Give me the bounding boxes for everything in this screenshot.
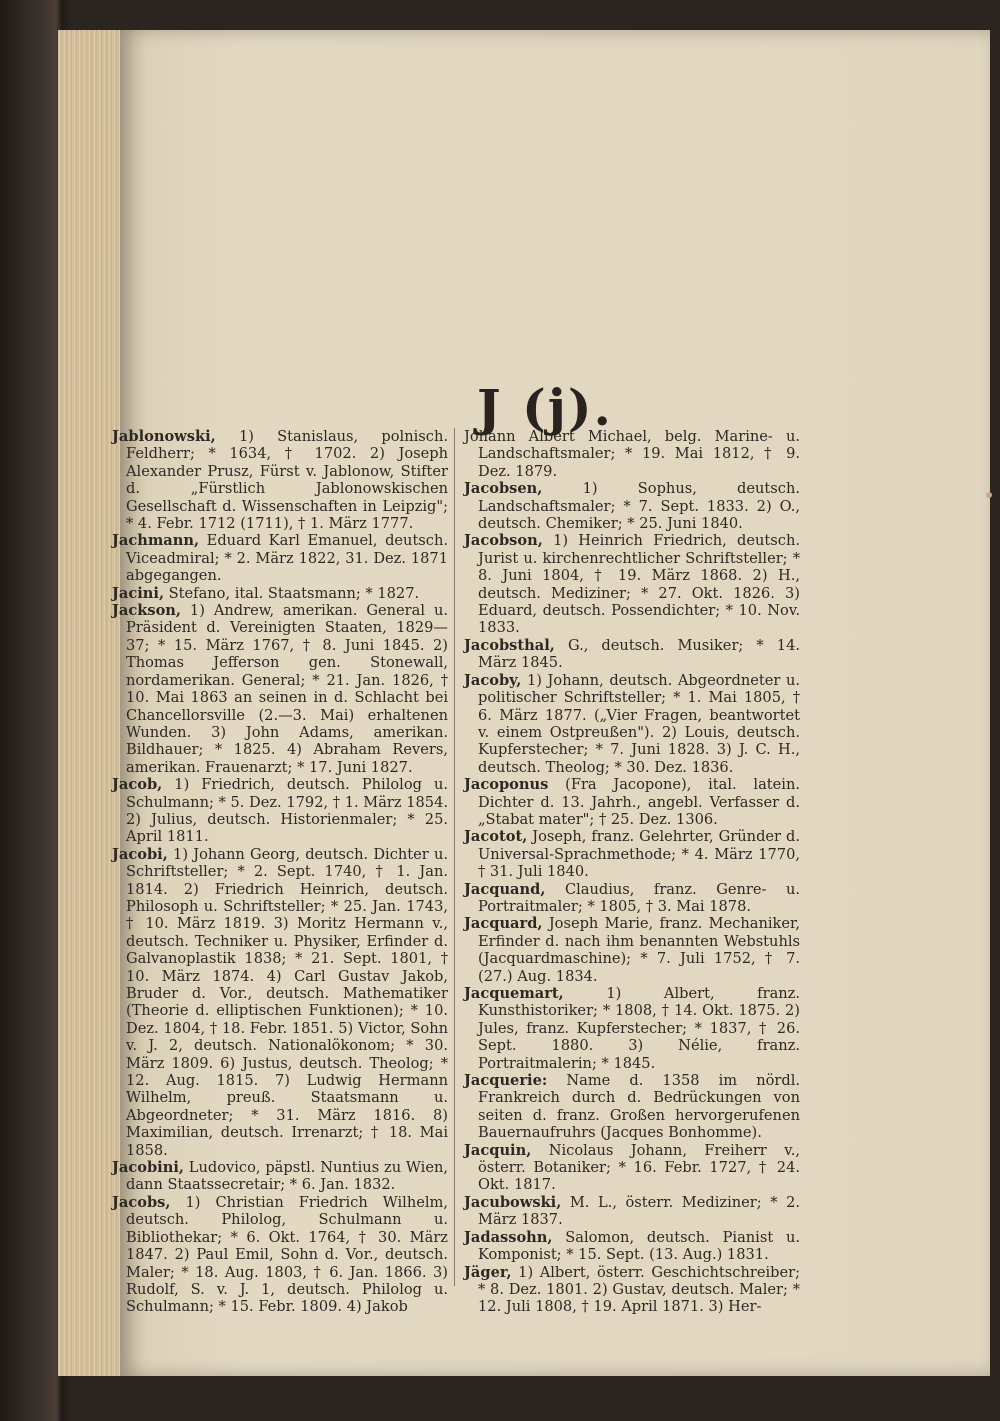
entry-headword: Jacquemart, xyxy=(464,985,564,1002)
entry-headword: Jacob, xyxy=(112,776,163,794)
dictionary-entry xyxy=(464,828,800,880)
entry-text: Ludovico, päpstl. Nuntius zu Wien, dann Staatssecretair; * 6. Jan. 1832. xyxy=(126,1159,448,1194)
dictionary-entry xyxy=(464,480,800,532)
entry-headword: Jacobson, xyxy=(464,532,543,550)
entry-headword: Jachmann, xyxy=(112,532,200,550)
column-divider xyxy=(454,428,455,1286)
entry-text: Eduard Karl Emanuel, deutsch. Viceadmiral; * 2. März 1822, 31. Dez. 1871 abgegangen. xyxy=(126,532,449,585)
entry-headword: Jacotot, xyxy=(464,828,528,846)
entry-headword: Jablonowski, xyxy=(112,428,216,445)
dictionary-entry xyxy=(464,1072,800,1142)
entry-headword: Jacubowski, xyxy=(464,1193,562,1211)
entry-text: Claudius, franz. Genre- u. Portraitmaler; * 1805, † 3. Mai 1878. xyxy=(478,880,801,915)
entry-headword: Jacini, xyxy=(112,584,165,602)
entry-headword: Jacobsen, xyxy=(464,480,543,498)
entry-headword: Jacobs, xyxy=(112,1193,171,1211)
dictionary-entry xyxy=(112,1159,448,1194)
entry-text: Name d. 1358 im nördl. Frankreich durch d. Bedrückungen von seiten d. franz. Großen hervorgerufenen Bauernaufruhrs (Jacques Bonhomme). xyxy=(478,1072,801,1142)
dictionary-entry xyxy=(112,1194,448,1316)
entry-text: 1) Albert, franz. Kunsthistoriker; * 1808, † 14. Okt. 1875. 2) Jules, franz. Kupferstecher; * 1837, † 26. Sept. 1880. 3) Nélie, franz. Portraitmalerin; * 1845. xyxy=(478,985,800,1072)
entry-headword: Jacquard, xyxy=(464,915,543,933)
entry-text: 1) Johann Georg, deutsch. Dichter u. Schriftsteller; * 2. Sept. 1740, † 1. Jan. 1814. 2) Friedrich Heinrich, deutsch. Philosoph u. Schriftsteller; * 25. Jan. 1743, † 10. März 1819. 3) Moritz Hermann v., deutsch. Techniker u. Physiker, Erfinder d. Galvanoplastik 1838; * 21. Sept. 1801, † 10. März 1874. 4) Carl Gustav Jakob, Bruder d. Vor., deutsch. Mathematiker (Theorie d. elliptischen Funktionen); * 10. Dez. 1804, † 18. Febr. 1851. 5) Victor, Sohn v. J. 2, deutsch. Nationalökonom; * 30. März 1809. 6) Justus, deutsch. Theolog; * 12. Aug. 1815. 7) Ludwig Hermann Wilhelm, preuß. Staatsmann u. Abgeordneter; * 31. März 1816. 8) Maximilian, deutsch. Irrenarzt; † 18. Mai 1858. xyxy=(126,845,449,1159)
dictionary-entry xyxy=(112,776,448,846)
entry-text: M. L., österr. Mediziner; * 2. März 1837. xyxy=(478,1193,800,1229)
dictionary-entry xyxy=(464,1229,800,1264)
entry-text: Johann Albert Michael, belg. Marine- u. Landschaftsmaler; * 19. Mai 1812, † 9. Dez. 1879. xyxy=(464,428,800,480)
entry-headword: Jacobi, xyxy=(112,845,168,863)
entry-headword: Jacoponus xyxy=(464,776,549,794)
entry-headword: Jacquin, xyxy=(464,1141,532,1159)
dictionary-entry xyxy=(464,672,800,776)
dictionary-entry xyxy=(112,602,448,776)
entry-text: Joseph, franz. Gelehrter, Gründer d. Universal-Sprachmethode; * 4. März 1770, † 31. Juli 1840. xyxy=(478,828,800,881)
entry-text: 1) Christian Friedrich Wilhelm, deutsch. Philolog, Schulmann u. Bibliothekar; * 6. Okt. 1764, † 30. März 1847. 2) Paul Emil, Sohn d. Vor., deutsch. Maler; * 18. Aug. 1803, † 6. Jan. 1866. 3) Rudolf, S. v. J. 1, deutsch. Philolog u. Schulmann; * 15. Febr. 1809. 4) Jakob xyxy=(126,1193,448,1316)
dictionary-entry xyxy=(112,428,448,532)
entry-headword: Jacoby, xyxy=(464,671,522,689)
paper-spot xyxy=(986,492,992,498)
entry-text: Salomon, deutsch. Pianist u. Komponist; * 15. Sept. (13. Aug.) 1831. xyxy=(478,1228,800,1264)
entry-text: Joseph Marie, franz. Mechaniker, Erfinder d. nach ihm benannten Webstuhls (Jacquardmaschine); * 7. Juli 1752, † 7. (27.) Aug. 1834. xyxy=(478,915,801,985)
entry-text: 1) Sophus, deutsch. Landschaftsmaler; * 7. Sept. 1833. 2) O., deutsch. Chemiker; * 25. Juni 1840. xyxy=(478,480,800,533)
entry-headword: Jackson, xyxy=(112,602,181,620)
dictionary-entry xyxy=(464,985,800,1072)
entry-text: Stefano, ital. Staatsmann; * 1827. xyxy=(168,584,420,602)
dictionary-entry xyxy=(464,915,800,985)
dictionary-entry xyxy=(464,532,800,636)
dictionary-entry xyxy=(464,1142,800,1194)
dictionary-entry xyxy=(464,776,800,828)
entry-text: 1) Stanislaus, polnisch. Feldherr; * 1634, † 1702. 2) Joseph Alexander Prusz, Fürst v. Jablonow, Stifter d. „Fürstlich Jablonowskischen Gesellschaft d. Wissenschaften in Leipzig"; * 4. Febr. 1712 (1711), † 1. März 1777. xyxy=(126,428,448,533)
dictionary-entry xyxy=(464,428,800,480)
entry-text: 1) Albert, österr. Geschichtschreiber; * 8. Dez. 1801. 2) Gustav, deutsch. Maler; * 12. Juli 1808, † 19. April 1871. 3) Her- xyxy=(478,1263,801,1316)
dictionary-entry xyxy=(112,846,448,1159)
section-heading: J (j). xyxy=(477,378,613,437)
entry-headword: Jacquand, xyxy=(464,880,546,898)
entry-headword: Jacobini, xyxy=(112,1159,184,1177)
entry-headword: Jacobsthal, xyxy=(464,636,555,654)
entry-headword: Jadassohn, xyxy=(464,1228,553,1246)
dictionary-entry xyxy=(112,585,448,602)
entry-text: 1) Andrew, amerikan. General u. Präsident d. Vereinigten Staaten, 1829—37; * 15. März 1767, † 8. Juni 1845. 2) Thomas Jefferson gen. Stonewall, nordamerikan. General; * 21. Jan. 1826, † 10. Mai 1863 an seinen in d. Schlacht bei Chancellorsville (2.—3. Mai) erhaltenen Wunden. 3) John Adams, amerikan. Bildhauer; * 1825. 4) Abraham Revers, amerikan. Frauenarzt; * 17. Juni 1827. xyxy=(126,602,448,776)
entry-text: 1) Friedrich, deutsch. Philolog u. Schulmann; * 5. Dez. 1792, † 1. März 1854. 2) Julius, deutsch. Historienmaler; * 25. April 1811. xyxy=(126,776,448,846)
entry-text: Nicolaus Johann, Freiherr v., österr. Botaniker; * 16. Febr. 1727, † 24. Okt. 1817. xyxy=(478,1141,800,1194)
dictionary-entry xyxy=(464,881,800,916)
entry-headword: Jäger, xyxy=(464,1263,512,1281)
dictionary-entry xyxy=(112,532,448,584)
entry-text: G., deutsch. Musiker; * 14. März 1845. xyxy=(478,636,801,672)
entry-headword: Jacquerie: xyxy=(464,1072,548,1090)
dictionary-entry xyxy=(464,1264,800,1316)
entry-text: (Fra Jacopone), ital. latein. Dichter d. 13. Jahrh., angebl. Verfasser d. „Stabat mater"; † 25. Dez. 1306. xyxy=(478,776,800,828)
entry-text: 1) Heinrich Friedrich, deutsch. Jurist u. kirchenrechtlicher Schriftsteller; * 8. Juni 1804, † 19. März 1868. 2) H., deutsch. Mediziner; * 27. Okt. 1826. 3) Eduard, deutsch. Possendichter; * 10. Nov. 1833. xyxy=(478,532,800,637)
dictionary-entry xyxy=(464,637,800,672)
left-column xyxy=(112,428,448,1316)
entry-text: 1) Johann, deutsch. Abgeordneter u. politischer Schriftsteller; * 1. Mai 1805, † 6. März 1877. („Vier Fragen, beantwortet v. einem Ostpreußen"). 2) Louis, deutsch. Kupferstecher; * 7. Juni 1828. 3) J. C. H., deutsch. Theolog; * 30. Dez. 1836. xyxy=(478,671,800,776)
right-column xyxy=(464,428,800,1316)
dictionary-entry xyxy=(464,1194,800,1229)
